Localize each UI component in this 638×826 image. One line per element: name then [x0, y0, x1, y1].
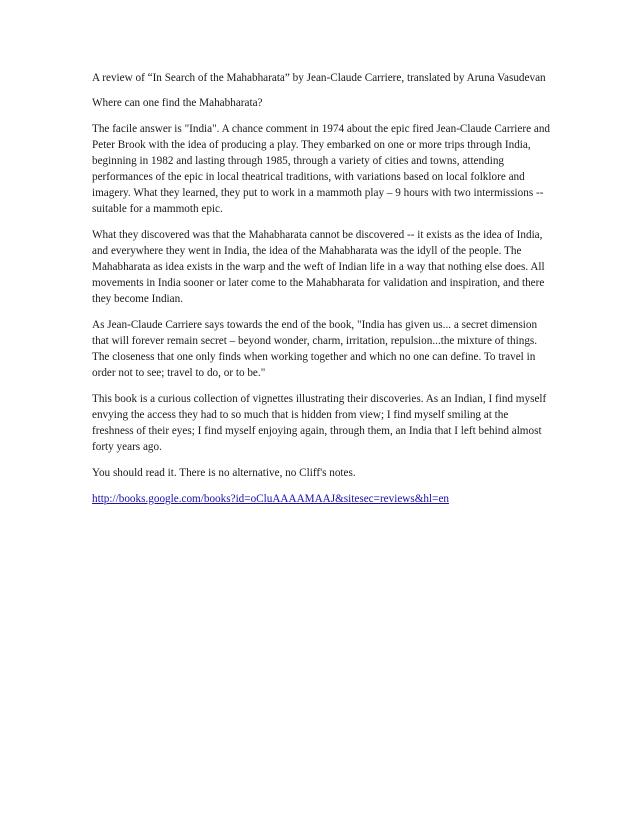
document-page — [92, 70, 552, 517]
link-paragraph — [92, 491, 552, 507]
opening-question: Where can one find the Mahabharata? — [92, 97, 263, 109]
paragraph-facile-answer: The facile answer is "India". A chance comment in 1974 about the epic fired Jean-Claude Carriere and Peter Brook with the idea of producing a play. They embarked on one or more trips through India, beginning in 1982 and lasting through 1985, through a variety of cities and towns, attending performances of the epic in local theatrical traditions, with variations based on local folklore and imagery. What they learned, they put to work in a mammoth play – 9 hours with two intermissions -- suitable for a mammoth epic. — [92, 123, 551, 215]
paragraph-discovery: What they discovered was that the Mahabharata cannot be discovered -- it exists as the idea of India, and everywhere they went in India, the idea of the Mahabharata was the idyll of the people. The Mahabharata as idea exists in the warp and the weft of Indian life in a way that nothing else does. All movements in India sooner or later come to the Mahabharata for validation and inspiration, and there they become Indian. — [92, 229, 545, 305]
review-title: A review of “In Search of the Mahabharata” by Jean-Claude Carriere, translated by Aruna Vasudevan — [92, 72, 546, 84]
google-books-link[interactable]: http://books.google.com/books?id=oCluAAAAMAAJ&sitesec=reviews&hl=en — [92, 493, 450, 505]
paragraph-vignettes: This book is a curious collection of vignettes illustrating their discoveries. As an Indian, I find myself envying the access they had to so much that is hidden from view; I find myself smiling at the freshness of their eyes; I find myself enjoying again, through them, an India that I left behind almost forty years ago. — [92, 393, 547, 453]
paragraph-quote: As Jean-Claude Carriere says towards the end of the book, "India has given us... a secret dimension that will forever remain secret – beyond wonder, charm, irritation, repulsion...the mixture of things. The closeness that one only finds when working together and which no one can define. To travel in order not to see; travel to do, or to be." — [92, 319, 538, 379]
paragraph-recommendation: You should read it. There is no alternative, no Cliff's notes. — [92, 467, 356, 479]
